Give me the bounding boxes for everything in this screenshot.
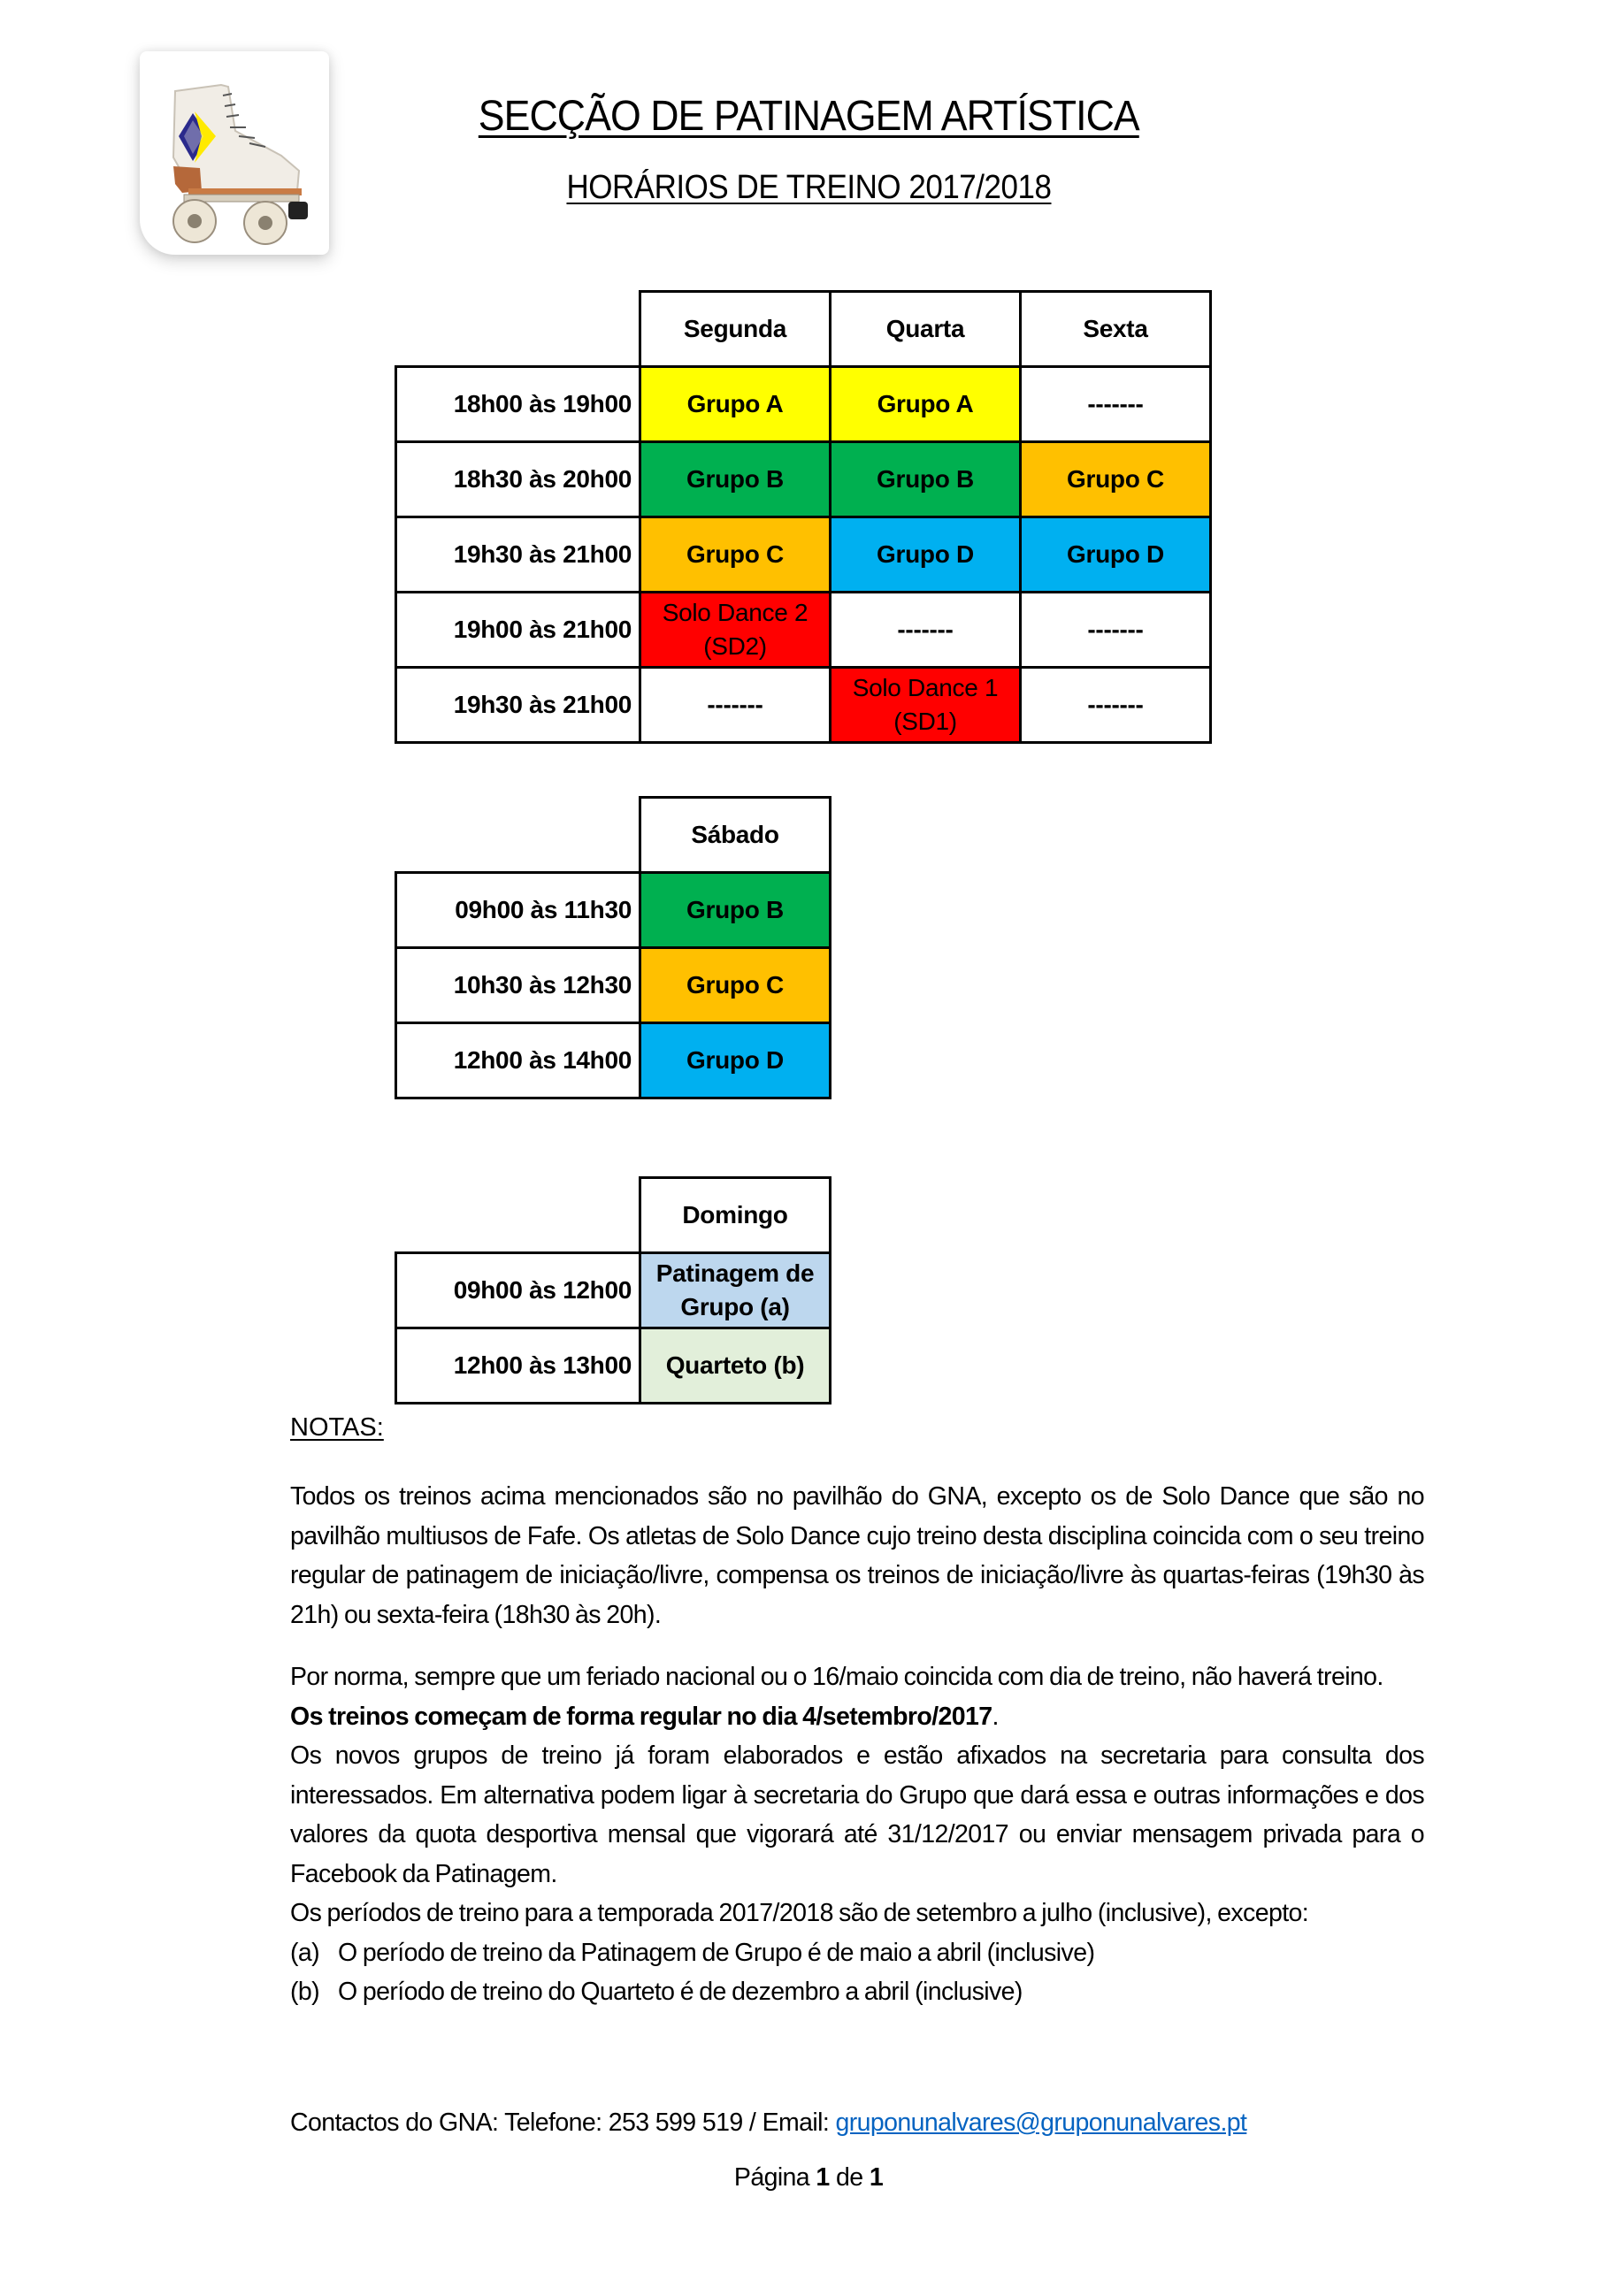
day-header-domingo: Domingo bbox=[640, 1178, 831, 1253]
schedule-cell bbox=[640, 948, 831, 1023]
table-row bbox=[396, 517, 1211, 593]
table-row bbox=[396, 873, 831, 948]
contacts-line bbox=[290, 2108, 1246, 2138]
table-row bbox=[396, 442, 1211, 517]
schedule-cell bbox=[831, 442, 1021, 517]
cell-text: Grupo B bbox=[686, 465, 784, 493]
cell-text: Quarteto (b) bbox=[665, 1351, 805, 1379]
day-header-sabado: Sábado bbox=[640, 798, 831, 873]
cell-text: Patinagem de bbox=[655, 1259, 815, 1287]
page-footer bbox=[0, 2163, 1617, 2193]
schedule-cell bbox=[1021, 593, 1211, 668]
cell-text: Solo Dance 2 bbox=[662, 599, 808, 626]
roller-skate-logo bbox=[140, 51, 329, 255]
cell-text: Grupo A bbox=[877, 390, 974, 417]
corner-cell bbox=[396, 292, 640, 367]
contacts-text: Contactos do GNA: Telefone: 253 599 519 / Email: bbox=[290, 2108, 836, 2137]
day-header-quarta: Quarta bbox=[831, 292, 1021, 367]
cell-text: Grupo A bbox=[686, 390, 784, 417]
schedule-cell bbox=[640, 1253, 831, 1328]
page-subtitle-text: HORÁRIOS DE TREINO 2017/2018 bbox=[566, 169, 1052, 206]
schedule-cell bbox=[640, 367, 831, 442]
corner-cell bbox=[396, 1178, 640, 1253]
cell-text: Grupo B bbox=[877, 465, 974, 493]
exception-label: (a) bbox=[290, 1938, 320, 1967]
cell-text: Grupo D bbox=[1067, 540, 1164, 568]
page-title-text: SECÇÃO DE PATINAGEM ARTÍSTICA bbox=[478, 93, 1139, 140]
time-cell: 09h00 às 12h00 bbox=[396, 1253, 640, 1328]
day-header-sexta: Sexta bbox=[1021, 292, 1211, 367]
cell-text: ------- bbox=[707, 691, 763, 718]
weekday-schedule-table bbox=[395, 290, 1212, 744]
time-cell: 18h00 às 19h00 bbox=[396, 367, 640, 442]
cell-text-line-2: (SD1) bbox=[893, 708, 957, 735]
page-subtitle bbox=[65, 169, 1553, 207]
cell-text: Grupo C bbox=[686, 540, 784, 568]
schedule-cell bbox=[640, 593, 831, 668]
schedule-cell bbox=[831, 367, 1021, 442]
table-header-row bbox=[396, 292, 1211, 367]
of-word: de bbox=[835, 2163, 863, 2192]
notes-block-2 bbox=[290, 1657, 1424, 2012]
corner-cell bbox=[396, 798, 640, 873]
time-cell: 19h00 às 21h00 bbox=[396, 593, 640, 668]
page-title bbox=[57, 92, 1560, 141]
notes-heading: NOTAS: bbox=[290, 1413, 384, 1442]
time-cell: 18h30 às 20h00 bbox=[396, 442, 640, 517]
time-cell: 10h30 às 12h30 bbox=[396, 948, 640, 1023]
cell-text: Grupo D bbox=[877, 540, 974, 568]
schedule-cell bbox=[831, 668, 1021, 743]
time-cell: 19h30 às 21h00 bbox=[396, 517, 640, 593]
cell-text-line-2: (SD2) bbox=[703, 632, 767, 660]
start-date-bold: Os treinos começam de forma regular no dia 4/setembro/2017 bbox=[290, 1702, 992, 1731]
schedule-cell bbox=[640, 442, 831, 517]
table-row bbox=[396, 1253, 831, 1328]
cell-text: Grupo B bbox=[686, 896, 784, 923]
schedule-cell bbox=[1021, 442, 1211, 517]
exception-label: (b) bbox=[290, 1978, 320, 2006]
table-row bbox=[396, 1023, 831, 1098]
notes-paragraph-1 bbox=[290, 1477, 1424, 1634]
notes-text: Todos os treinos acima mencionados são no pavilhão do GNA, excepto os de Solo Dance que são no pavilhão multiusos de Fafe. Os atletas de Solo Dance cujo treino desta disciplina coincida com o seu treino regular de patinagem de iniciação/livre, compensa os treinos de iniciação/livre às quartas-feiras (19h30 às 21h) ou sexta-feira (18h30 às 20h). bbox=[290, 1482, 1424, 1629]
cell-text: Grupo C bbox=[686, 971, 784, 999]
table-header-row bbox=[396, 1178, 831, 1253]
exception-item bbox=[290, 1933, 1424, 1973]
schedule-cell bbox=[640, 1023, 831, 1098]
time-cell: 12h00 às 13h00 bbox=[396, 1328, 640, 1404]
saturday-schedule-table bbox=[395, 796, 831, 1099]
cell-text: Grupo D bbox=[686, 1046, 784, 1074]
table-row bbox=[396, 367, 1211, 442]
table-header-row bbox=[396, 798, 831, 873]
schedule-cell bbox=[1021, 367, 1211, 442]
schedule-cell bbox=[831, 517, 1021, 593]
start-date-note bbox=[290, 1697, 1424, 1737]
table-row bbox=[396, 668, 1211, 743]
time-cell: 09h00 às 11h30 bbox=[396, 873, 640, 948]
notes-text: Por norma, sempre que um feriado nacional ou o 16/maio coincida com dia de treino, não haverá treino. bbox=[290, 1663, 1383, 1691]
time-cell: 19h30 às 21h00 bbox=[396, 668, 640, 743]
exception-text: O período de treino do Quarteto é de dezembro a abril (inclusive) bbox=[338, 1978, 1023, 2006]
cell-text: ------- bbox=[897, 616, 954, 643]
roller-skate-icon bbox=[140, 51, 329, 255]
exception-item bbox=[290, 1972, 1424, 2012]
table-row bbox=[396, 1328, 831, 1404]
page-word: Página bbox=[733, 2163, 810, 2192]
schedule-cell bbox=[640, 873, 831, 948]
time-cell: 12h00 às 14h00 bbox=[396, 1023, 640, 1098]
cell-text: Grupo C bbox=[1067, 465, 1164, 493]
cell-text: ------- bbox=[1087, 390, 1144, 417]
schedule-cell bbox=[1021, 668, 1211, 743]
start-date-suffix: . bbox=[992, 1702, 999, 1731]
notes-text: Os novos grupos de treino já foram elaborados e estão afixados na secretaria para consulta dos interessados. Em alternativa podem ligar à secretaria do Grupo que dará essa e outras informações e dos valores da quota desportiva mensal que vigorará até 31/12/2017 ou enviar mensagem privada para o Facebook da Patinagem. bbox=[290, 1741, 1424, 1888]
total-pages: 1 bbox=[869, 2163, 884, 2192]
day-header-segunda: Segunda bbox=[640, 292, 831, 367]
schedule-cell bbox=[1021, 517, 1211, 593]
schedule-cell bbox=[831, 593, 1021, 668]
current-page: 1 bbox=[816, 2163, 830, 2192]
table-row bbox=[396, 948, 831, 1023]
table-row bbox=[396, 593, 1211, 668]
cell-text-line-2: Grupo (a) bbox=[680, 1293, 790, 1320]
sunday-schedule-table bbox=[395, 1176, 831, 1404]
cell-text: ------- bbox=[1087, 616, 1144, 643]
schedule-cell bbox=[640, 668, 831, 743]
schedule-cell bbox=[640, 517, 831, 593]
cell-text: Solo Dance 1 bbox=[852, 674, 999, 701]
notes-text: Os períodos de treino para a temporada 2017/2018 são de setembro a julho (inclusive), excepto: bbox=[290, 1899, 1309, 1927]
exception-text: O período de treino da Patinagem de Grupo é de maio a abril (inclusive) bbox=[338, 1938, 1095, 1967]
schedule-cell bbox=[640, 1328, 831, 1404]
cell-text: ------- bbox=[1087, 691, 1144, 718]
email-link[interactable]: gruponunalvares@gruponunalvares.pt bbox=[835, 2108, 1247, 2137]
